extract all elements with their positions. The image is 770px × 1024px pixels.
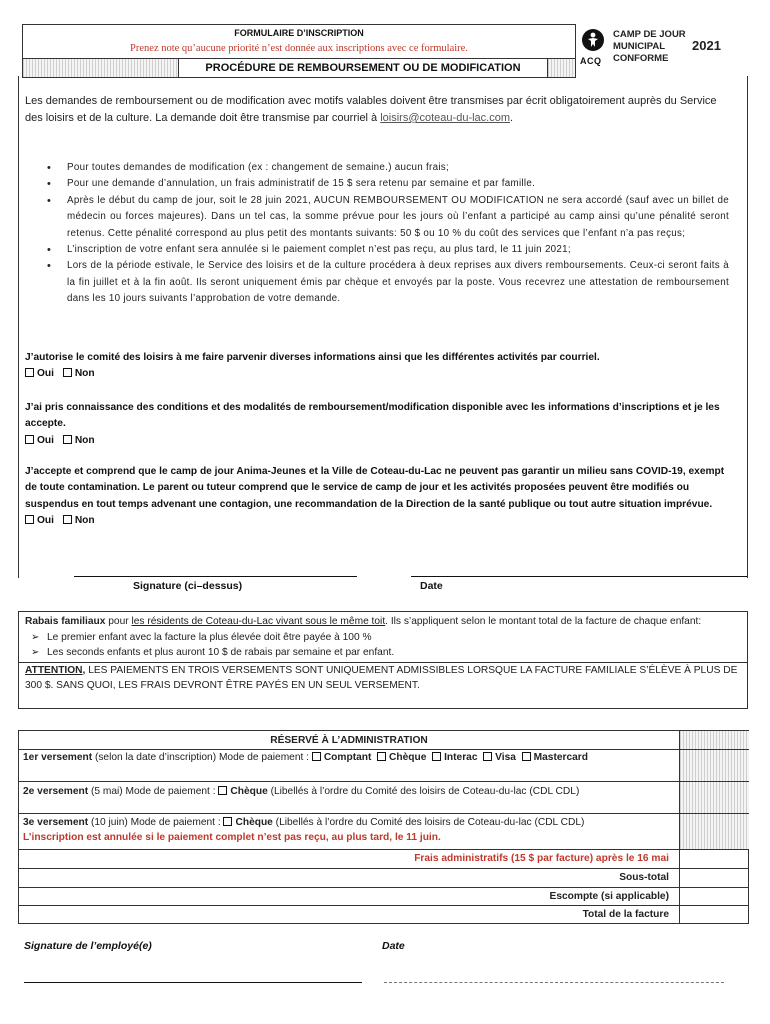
- procedure-title: PROCÉDURE DE REMBOURSEMENT OU DE MODIFICATION: [178, 58, 548, 78]
- versement-1-label: 1er versement: [23, 752, 93, 763]
- mastercard-label: Mastercard: [533, 752, 588, 763]
- employee-signature-label: Signature de l’employé(e): [24, 940, 152, 952]
- visa-label: Visa: [495, 752, 516, 763]
- consent-text: J’accepte et comprend que le camp de jour Anima-Jeunes et la Ville de Coteau-du-Lac ne peuvent pas garantir un milieu sans COVID-19, exempt de toute contamination. Le parent ou tuteur comprend que le service de camp de jour et les activités proposées peuvent être modifiés ou suspendus en tout temps advenant une contagion, une recommandation de la Direction de la santé publique ou tout autre situation imprévue.: [25, 466, 725, 510]
- consent-text: J’ai pris connaissance des conditions et des modalités de remboursement/modification disponible avec les informations d’inscriptions et je les accepte.: [25, 402, 720, 430]
- admin-table: [18, 730, 749, 924]
- escompte-amount[interactable]: [679, 888, 749, 906]
- discount-title: Rabais familiaux: [25, 616, 106, 627]
- total-amount[interactable]: [679, 906, 749, 924]
- procedure-title-row: [22, 58, 576, 78]
- comptant-checkbox[interactable]: [312, 752, 321, 761]
- non-label: Non: [74, 434, 95, 446]
- discount-item: ➢ Les seconds enfants et plus auront 10 $ de rabais par semaine et par enfant.: [25, 645, 741, 661]
- employee-date-label: Date: [382, 940, 405, 952]
- escompte-row: Escompte (si applicable): [19, 888, 679, 906]
- consent-choices: [25, 433, 737, 449]
- oui-label: Oui: [37, 515, 54, 527]
- total-row: Total de la facture: [582, 909, 669, 920]
- consent-email: [25, 350, 737, 383]
- date-line[interactable]: [411, 576, 747, 577]
- oui-checkbox[interactable]: [25, 368, 34, 377]
- list-item: • Lors de la période estivale, le Service des loisirs et de la culture procédera à deux reprises aux divers remboursements. Ceux-ci seront faits à la fin juillet et à la fin août. Ils seront uniquement émis par chèque et envoyés par la poste. Vous recevrez une attestation de remboursement dans les 10 jours suivants l’approbation de votre demande.: [49, 258, 729, 307]
- consent-choices: [25, 513, 737, 529]
- consent-conditions: [25, 400, 737, 449]
- signature-label: Signature (ci–dessus): [133, 580, 243, 592]
- interac-checkbox[interactable]: [432, 752, 441, 761]
- oui-checkbox[interactable]: [25, 435, 34, 444]
- signature-area: [18, 576, 748, 610]
- camp-logo-icon: [580, 28, 606, 52]
- non-checkbox[interactable]: [63, 368, 72, 377]
- versement-2-text: (5 mai) Mode de paiement :: [88, 786, 219, 797]
- form-header: [22, 24, 576, 76]
- logo-text: [613, 29, 686, 65]
- email-link[interactable]: loisirs@coteau-du-lac.com: [380, 112, 510, 124]
- logo-line-1: CAMP DE JOUR: [613, 29, 686, 40]
- versement-2-row: [19, 782, 679, 814]
- discount-pour: pour: [105, 616, 132, 627]
- non-checkbox[interactable]: [63, 515, 72, 524]
- oui-checkbox[interactable]: [25, 515, 34, 524]
- sous-total-amount[interactable]: [679, 869, 749, 888]
- versement-2-label: 2e versement: [23, 786, 89, 797]
- attention-note: [19, 662, 747, 694]
- acq-acronym: ACQ: [580, 56, 602, 66]
- versement-2-amount[interactable]: [679, 782, 749, 814]
- logo-line-3: CONFORME: [613, 53, 669, 64]
- list-item: • Pour une demande d’annulation, un frais administratif de 15 $ sera retenu par semaine et par famille.: [49, 176, 729, 192]
- cheque-label: Chèque: [230, 786, 268, 797]
- discount-item: ➢ Le premier enfant avec la facture la plus élevée doit être payée à 100 %: [25, 630, 741, 646]
- versement-3-row: [19, 814, 679, 850]
- intro-end: .: [510, 112, 514, 124]
- logo-line-2: MUNICIPAL: [613, 41, 666, 52]
- cheque-label: Chèque: [235, 817, 273, 828]
- frais-admin-row: Frais administratifs (15 $ par facture) après le 16 mai: [19, 850, 679, 869]
- date-label: Date: [420, 580, 443, 592]
- cheque-checkbox[interactable]: [218, 786, 227, 795]
- sous-total-row: Sous-total: [19, 869, 679, 888]
- intro-paragraph: [25, 93, 725, 127]
- non-label: Non: [74, 368, 95, 380]
- versement-3-label: 3e versement: [23, 817, 89, 828]
- cheque-checkbox[interactable]: [223, 817, 232, 826]
- versement-3-rest: (Libellés à l’ordre du Comité des loisirs de Coteau-du-lac (CDL CDL): [272, 817, 585, 828]
- cheque-label: Chèque: [389, 752, 427, 763]
- visa-checkbox[interactable]: [483, 752, 492, 761]
- non-label: Non: [74, 515, 95, 527]
- cheque-checkbox[interactable]: [377, 752, 386, 761]
- versement-1-row: [19, 750, 679, 782]
- comptant-label: Comptant: [323, 752, 372, 763]
- frais-admin-amount[interactable]: [679, 850, 749, 869]
- annulation-warning: L’inscription est annulée si le paiement complet n’est pas reçu, au plus tard, le 11 juin.: [23, 832, 441, 843]
- versement-2-rest: (Libellés à l’ordre du Comité des loisirs de Coteau-du-lac (CDL CDL): [267, 786, 580, 797]
- interac-label: Interac: [444, 752, 478, 763]
- non-checkbox[interactable]: [63, 435, 72, 444]
- procedure-section: [18, 76, 748, 578]
- versement-3-amount[interactable]: [679, 814, 749, 850]
- employee-date-line[interactable]: [384, 982, 724, 983]
- discount-rest: . Ils s’appliquent selon le montant total de la facture de chaque enfant:: [385, 616, 702, 627]
- versement-1-text: (selon la date d’inscription) Mode de paiement :: [92, 752, 312, 763]
- oui-label: Oui: [37, 368, 54, 380]
- hatch-right: [548, 58, 576, 78]
- rules-list: [49, 160, 729, 308]
- employee-signature-area: [24, 940, 744, 1000]
- versement-1-amount[interactable]: [679, 750, 749, 782]
- list-item: • Pour toutes demandes de modification (ex : changement de semaine.) aucun frais;: [49, 160, 729, 176]
- admin-amount-header: [679, 731, 749, 750]
- signature-line[interactable]: [74, 576, 357, 577]
- list-item: • Après le début du camp de jour, soit le 28 juin 2021, AUCUN REMBOURSEMENT OU MODIFICATION ne sera accordé (sauf avec un billet de médecin ou forces majeures). Dans un tel cas, la somme prévue pour les jours où l’enfant a participé au camp ainsi qu’une pénalité seront retenus. Cette pénalité correspond au plus petit des montants suivants: 50 $ ou 10 % du coût des services que l’enfant n’a pas reçus;: [49, 193, 729, 242]
- logo-year: 2021: [692, 38, 721, 53]
- employee-signature-line[interactable]: [24, 982, 362, 983]
- intro-text: Les demandes de remboursement ou de modification avec motifs valables doivent être transmises par écrit obligatoirement auprès du Service des loisirs et de la culture. La demande doit être transmise par courriel à: [25, 95, 717, 124]
- list-item: • L’inscription de votre enfant sera annulée si le paiement complet n’est pas reçu, au plus tard, le 11 juin 2021;: [49, 242, 729, 258]
- versement-3-text: (10 juin) Mode de paiement :: [88, 817, 224, 828]
- mastercard-checkbox[interactable]: [522, 752, 531, 761]
- versement-3-line: [23, 815, 675, 830]
- consent-covid: [25, 464, 737, 530]
- oui-label: Oui: [37, 434, 54, 446]
- attention-label: ATTENTION,: [25, 664, 86, 676]
- admin-title: RÉSERVÉ À L’ADMINISTRATION: [19, 731, 679, 750]
- hatch-left: [22, 58, 178, 78]
- consent-text: J’autorise le comité des loisirs à me faire parvenir diverses informations ainsi que les différentes activités par courriel.: [25, 352, 600, 363]
- priority-notice: Prenez note qu’aucune priorité n’est donnée aux inscriptions avec ce formulaire.: [22, 41, 576, 58]
- form-title: FORMULAIRE D’INSCRIPTION: [22, 24, 576, 41]
- acq-logo: [580, 26, 750, 72]
- attention-text: LES PAIEMENTS EN TROIS VERSEMENTS SONT UNIQUEMENT ADMISSIBLES LORSQUE LA FACTURE FAMILIALE S’ÉLÈVE À PLUS DE 300 $. SANS QUOI, LES FRAIS DEVRONT ÊTRE PAYÉS EN UN SEUL VERSEMENT.: [25, 664, 738, 691]
- family-discounts-box: [18, 611, 748, 709]
- discount-residents: les résidents de Coteau-du-Lac vivant sous le même toit: [131, 616, 386, 627]
- consent-choices: [25, 366, 737, 382]
- discount-intro: [25, 614, 741, 630]
